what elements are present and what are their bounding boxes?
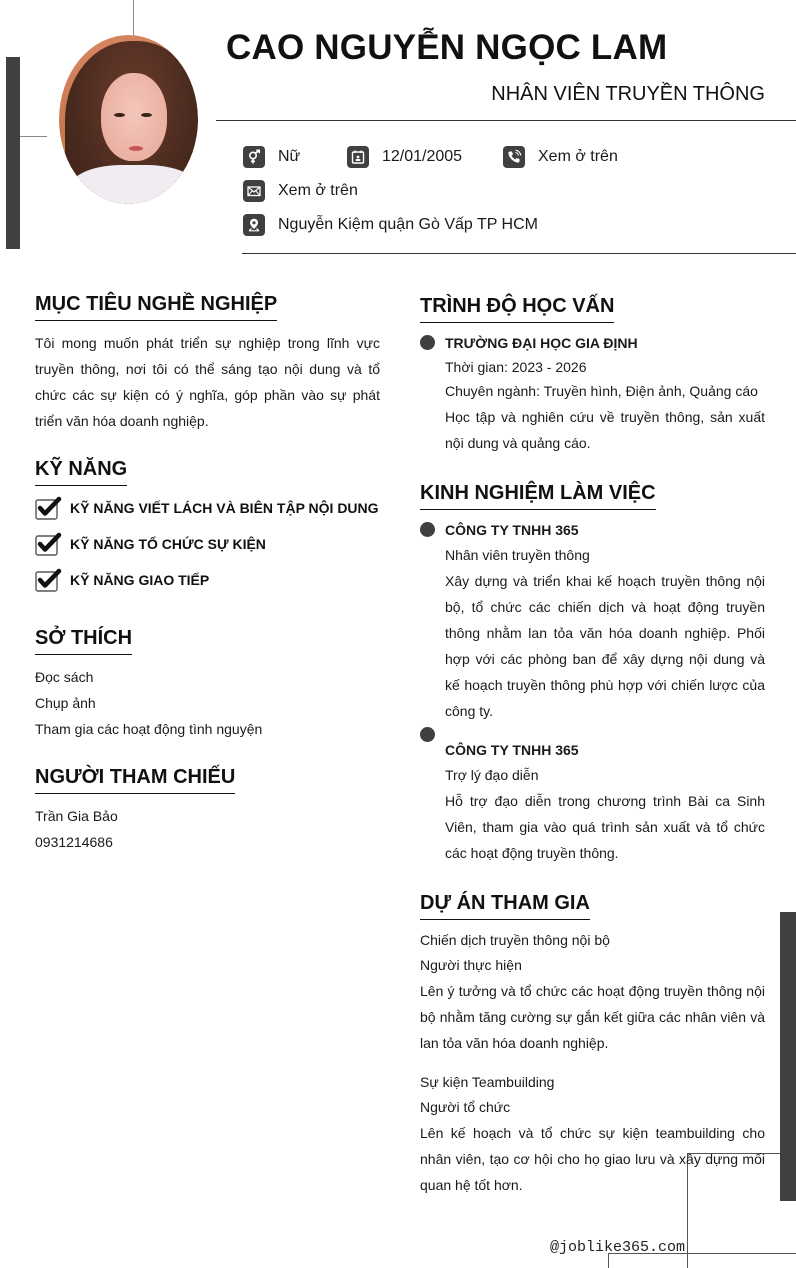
project-description: Lên kế hoạch và tổ chức sự kiện teambuilding cho nhân viên, tạo cơ hội cho họ giao lưu và xây dựng mối quan hệ tốt hơn. bbox=[420, 1125, 765, 1193]
divider bbox=[216, 120, 796, 121]
decorative-line bbox=[20, 136, 47, 137]
section-title-references: NGƯỜI THAM CHIẾU bbox=[35, 765, 235, 794]
reference-phone: 0931214686 bbox=[35, 834, 113, 850]
section-title-objective: MỤC TIÊU NGHỀ NGHIỆP bbox=[35, 292, 277, 321]
calendar-icon bbox=[347, 146, 369, 168]
decorative-line bbox=[133, 0, 134, 36]
contact-email bbox=[243, 180, 358, 202]
hobby-item: Chụp ảnh bbox=[35, 695, 96, 711]
experience-position: Nhân viên truyền thông bbox=[445, 547, 590, 563]
reference-name: Trần Gia Bảo bbox=[35, 808, 118, 824]
project-role: Người thực hiện bbox=[420, 957, 522, 973]
education-time: Thời gian: 2023 - 2026 bbox=[445, 359, 587, 375]
checkbox-checked-icon bbox=[35, 568, 62, 592]
section-title-experience: KINH NGHIỆM LÀM VIỆC bbox=[420, 481, 656, 510]
phone-icon bbox=[503, 146, 525, 168]
skill-label: KỸ NĂNG VIẾT LÁCH VÀ BIÊN TẬP NỘI DUNG bbox=[70, 500, 379, 516]
birthday-value: 12/01/2005 bbox=[382, 148, 463, 165]
watermark: @joblike365.com bbox=[550, 1239, 686, 1256]
checkbox-checked-icon bbox=[35, 532, 62, 556]
section-title-skills: KỸ NĂNG bbox=[35, 457, 127, 486]
contact-phone bbox=[503, 146, 618, 168]
objective-text: Tôi mong muốn phát triển sự nghiệp trong lĩnh vực truyền thông, nơi tôi có thể sáng tạo nội dung và tổ chức các sự kiện có ý nghĩa, góp phần vào sự phát triển văn hóa doanh nghiệp. bbox=[35, 335, 380, 429]
decorative-bar-right bbox=[780, 912, 796, 1201]
skill-label: KỸ NĂNG GIAO TIẾP bbox=[70, 572, 210, 588]
address-value: Nguyễn Kiệm quận Gò Vấp TP HCM bbox=[278, 216, 538, 233]
gender-value: Nữ bbox=[278, 148, 301, 165]
timeline-bullet bbox=[420, 522, 435, 537]
education-major: Chuyên ngành: Truyền hình, Điện ảnh, Quảng cáo bbox=[445, 383, 758, 399]
education-school: TRƯỜNG ĐẠI HỌC GIA ĐỊNH bbox=[445, 335, 638, 351]
timeline-bullet bbox=[420, 335, 435, 350]
contact-gender bbox=[243, 146, 300, 168]
checkbox-checked-icon bbox=[35, 496, 62, 520]
contact-birthday bbox=[347, 146, 462, 168]
contact-address bbox=[243, 214, 538, 236]
project-description: Lên ý tưởng và tổ chức các hoạt động truyền thông nội bộ nhằm tăng cường sự gắn kết giữa các nhân viên và lan tỏa văn hóa doanh nghiệp. bbox=[420, 983, 765, 1051]
phone-value: Xem ở trên bbox=[538, 148, 618, 165]
project-name: Chiến dịch truyền thông nội bộ bbox=[420, 932, 610, 948]
email-icon bbox=[243, 180, 265, 202]
skill-item bbox=[35, 568, 209, 592]
education-description: Học tập và nghiên cứu về truyền thông, sản xuất nội dung và quảng cáo. bbox=[445, 409, 765, 451]
gender-icon bbox=[243, 146, 265, 168]
skill-item bbox=[35, 496, 379, 520]
divider bbox=[242, 253, 796, 254]
candidate-name: CAO NGUYỄN NGỌC LAM bbox=[226, 28, 668, 67]
section-title-projects: DỰ ÁN THAM GIA bbox=[420, 891, 590, 920]
hobby-item: Tham gia các hoạt động tình nguyện bbox=[35, 721, 263, 737]
decorative-bar-left bbox=[6, 57, 20, 249]
skill-label: KỸ NĂNG TỔ CHỨC SỰ KIỆN bbox=[70, 536, 266, 552]
skill-item bbox=[35, 532, 266, 556]
job-title: NHÂN VIÊN TRUYỀN THÔNG bbox=[491, 83, 765, 105]
experience-description: Hỗ trợ đạo diễn trong chương trình Bài ca Sinh Viên, tham gia vào quá trình sản xuất và tổ chức các hoạt động truyền thông. bbox=[445, 793, 765, 861]
timeline-bullet bbox=[420, 727, 435, 742]
avatar bbox=[59, 35, 198, 204]
project-role: Người tổ chức bbox=[420, 1099, 511, 1115]
hobby-item: Đọc sách bbox=[35, 669, 94, 685]
experience-description: Xây dựng và triển khai kế hoạch truyền thông nội bộ, tổ chức các chiến dịch và hoạt động truyền thông nhằm lan tỏa văn hóa doanh nghiệp. Phối hợp với các phòng ban để xây dựng nội dung và kế hoạch truyền thông phù hợp với chiến lược của công ty. bbox=[445, 573, 765, 719]
section-title-hobbies: SỞ THÍCH bbox=[35, 626, 132, 655]
location-icon bbox=[243, 214, 265, 236]
experience-company: CÔNG TY TNHH 365 bbox=[445, 522, 579, 538]
email-value: Xem ở trên bbox=[278, 182, 358, 199]
experience-position: Trợ lý đạo diễn bbox=[445, 767, 539, 783]
section-title-education: TRÌNH ĐỘ HỌC VẤN bbox=[420, 294, 614, 323]
project-name: Sự kiện Teambuilding bbox=[420, 1074, 555, 1090]
experience-company: CÔNG TY TNHH 365 bbox=[445, 742, 579, 758]
